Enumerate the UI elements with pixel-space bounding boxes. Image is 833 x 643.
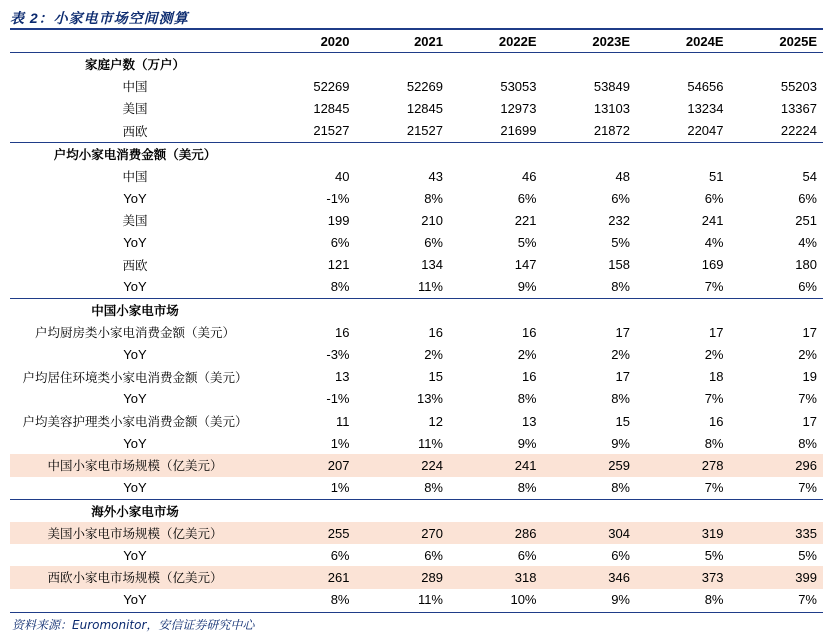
value-cell: 8% [330,279,350,295]
section-header-cell [543,499,637,522]
value-cell: 18 [709,369,724,385]
value-cell: 46 [522,168,537,184]
value-cell: 17 [615,324,630,340]
table-row [10,544,823,566]
value-cell: 6% [798,279,817,295]
value-cell: 6% [424,235,443,251]
value-cell: 9% [517,279,537,295]
value-cell: 319 [636,522,730,544]
column-header: 2024E [685,33,724,49]
value-cell: 180 [795,257,817,273]
table-title: 表 2：小家电市场空间测算 [10,10,189,26]
value-cell: 4% [704,235,724,251]
value-cell: -3% [326,347,350,363]
value-cell: 7% [704,391,724,407]
value-cell: 8% [798,435,817,451]
row-label: YoY [123,435,147,451]
value-cell: 17 [802,324,817,340]
value-cell: 221 [514,212,537,228]
value-cell: 286 [449,522,543,544]
header-corner [10,30,262,53]
value-cell: 16 [335,324,350,340]
value-cell: 1% [330,480,350,496]
value-cell: 22224 [780,123,817,139]
value-cell: 251 [795,212,817,228]
value-cell: 399 [730,566,824,588]
value-cell: 8% [704,435,724,451]
value-cell: 11% [417,435,443,451]
row-label: 西欧 [122,257,148,273]
source-note: 资料来源：Euromonitor，安信证券研究中心 [12,618,255,632]
table-row [10,388,823,410]
section-header-cell [262,499,356,522]
section-heading: 家庭户数（万户） [10,53,262,76]
section-header-cell [262,299,356,322]
value-cell: 52269 [313,78,350,94]
value-cell: 6% [704,190,724,206]
table-row [10,343,823,365]
value-cell: 304 [543,522,637,544]
section-header-row [10,53,823,76]
value-cell: 199 [327,212,350,228]
column-header: 2022E [498,33,537,49]
value-cell: 10% [510,592,537,608]
value-cell: 21699 [500,123,537,139]
value-cell: 12845 [406,100,443,116]
value-cell: 53849 [593,78,630,94]
value-cell: 6% [611,547,630,563]
section-header-cell [356,53,450,76]
value-cell: 19 [802,369,817,385]
value-cell: 9% [611,592,630,608]
value-cell: 8% [517,391,537,407]
section-header-cell [543,142,637,165]
value-cell: 241 [701,212,724,228]
value-cell: 318 [449,566,543,588]
section-header-cell [636,53,730,76]
value-cell: 207 [262,454,356,476]
value-cell: 224 [356,454,450,476]
table-row [10,120,823,143]
row-label: 中国 [122,169,148,185]
value-cell: 259 [543,454,637,476]
value-cell: 9% [611,435,630,451]
row-label: 美国小家电市场规模（亿美元） [10,522,262,544]
value-cell: 169 [701,257,724,273]
value-cell: 7% [704,279,724,295]
value-cell: 13 [522,413,537,429]
value-cell: 48 [615,168,630,184]
value-cell: 289 [356,566,450,588]
value-cell: 8% [330,592,350,608]
value-cell: 6% [330,547,350,563]
value-cell: 17 [615,369,630,385]
value-cell: 12973 [500,100,537,116]
value-cell: 4% [798,235,817,251]
section-header-cell [543,299,637,322]
row-label: 西欧小家电市场规模（亿美元） [10,566,262,588]
value-cell: 2% [798,347,817,363]
market-estimate-table [10,30,823,611]
table-row [10,254,823,276]
row-label: YoY [123,391,147,407]
value-cell: 12845 [313,100,350,116]
section-heading: 中国小家电市场 [10,299,262,322]
value-cell: 8% [611,480,630,496]
table-row [10,454,823,476]
table-row [10,321,823,343]
section-header-cell [636,299,730,322]
table-row [10,187,823,209]
row-label: 户均厨房类小家电消费金额（美元） [34,325,235,341]
value-cell: 232 [608,212,630,228]
row-label: YoY [123,279,147,295]
value-cell: 8% [424,190,443,206]
section-header-cell [543,53,637,76]
value-cell: 11% [417,592,443,608]
value-cell: 6% [424,547,443,563]
value-cell: 7% [798,480,817,496]
value-cell: 51 [709,168,724,184]
value-cell: 8% [517,480,537,496]
value-cell: 12 [428,413,443,429]
section-header-cell [356,142,450,165]
section-header-row [10,499,823,522]
value-cell: 11% [417,279,443,295]
row-label: YoY [123,235,147,251]
section-header-cell [356,499,450,522]
row-label: 美国 [122,101,148,117]
value-cell: 7% [798,391,817,407]
table-row [10,366,823,388]
value-cell: 5% [704,547,724,563]
column-header: 2020 [320,33,350,49]
table-row [10,589,823,611]
value-cell: 53053 [500,78,537,94]
section-header-cell [636,142,730,165]
section-heading: 户均小家电消费金额（美元） [10,142,262,165]
value-cell: 8% [704,592,724,608]
row-label: YoY [123,547,147,563]
bottom-rule [10,612,823,613]
column-header: 2025E [779,33,817,49]
value-cell: 13234 [687,100,724,116]
value-cell: 158 [608,257,630,273]
table-row [10,209,823,231]
value-cell: 255 [262,522,356,544]
row-label: 户均居住环境类小家电消费金额（美元） [22,369,248,385]
section-header-cell [730,142,824,165]
value-cell: 1% [330,435,350,451]
section-header-cell [730,499,824,522]
section-header-cell [730,53,824,76]
value-cell: 373 [636,566,730,588]
value-cell: 22047 [687,123,724,139]
table-row [10,276,823,299]
row-label: YoY [123,347,147,363]
section-heading: 海外小家电市场 [10,499,262,522]
value-cell: 16 [428,324,443,340]
table-row [10,522,823,544]
value-cell: 11 [336,413,350,429]
value-cell: 16 [522,369,537,385]
value-cell: 21872 [593,123,630,139]
value-cell: 54 [802,168,817,184]
value-cell: 134 [421,257,443,273]
table-row [10,410,823,432]
value-cell: 6% [611,190,630,206]
value-cell: 6% [330,235,350,251]
value-cell: 13103 [593,100,630,116]
table-row [10,232,823,254]
value-cell: 346 [543,566,637,588]
column-header: 2023E [592,33,630,49]
header-row [10,30,823,53]
table-row [10,165,823,187]
value-cell: 5% [798,547,817,563]
section-header-cell [636,499,730,522]
value-cell: 121 [327,257,350,273]
section-header-row [10,299,823,322]
value-cell: 2% [424,347,443,363]
value-cell: 43 [428,168,443,184]
value-cell: 270 [356,522,450,544]
value-cell: 55203 [780,78,817,94]
row-label: 中国 [122,79,148,95]
section-header-cell [449,299,543,322]
row-label: 西欧 [122,123,148,139]
value-cell: 5% [611,235,630,251]
column-header: 2021 [414,33,443,49]
value-cell: 9% [517,435,537,451]
row-label: YoY [123,592,147,608]
section-header-cell [449,499,543,522]
row-label: 中国小家电市场规模（亿美元） [10,454,262,476]
section-header-cell [730,299,824,322]
value-cell: 13367 [780,100,817,116]
value-cell: 7% [798,592,817,608]
value-cell: -1% [326,190,350,206]
value-cell: 6% [517,190,537,206]
value-cell: 147 [514,257,537,273]
table-row [10,566,823,588]
value-cell: 296 [730,454,824,476]
value-cell: 210 [421,212,443,228]
value-cell: 40 [335,168,350,184]
section-header-row [10,142,823,165]
value-cell: 2% [611,347,630,363]
value-cell: 54656 [687,78,724,94]
value-cell: -1% [326,391,350,407]
value-cell: 2% [704,347,724,363]
value-cell: 13% [416,391,443,407]
value-cell: 15 [615,413,630,429]
value-cell: 21527 [313,123,350,139]
table-row [10,477,823,500]
value-cell: 2% [517,347,537,363]
value-cell: 8% [424,480,443,496]
row-label: YoY [123,480,147,496]
table-row [10,75,823,97]
row-label: 美国 [122,213,148,229]
section-header-cell [262,53,356,76]
table-row [10,97,823,119]
value-cell: 15 [428,369,443,385]
value-cell: 7% [704,480,724,496]
value-cell: 13 [335,369,350,385]
value-cell: 17 [709,324,724,340]
section-header-cell [262,142,356,165]
value-cell: 278 [636,454,730,476]
section-header-cell [449,142,543,165]
value-cell: 6% [798,190,817,206]
value-cell: 16 [709,413,724,429]
value-cell: 261 [262,566,356,588]
value-cell: 21527 [406,123,443,139]
row-label: 户均美容护理类小家电消费金额（美元） [22,414,248,430]
section-header-cell [356,299,450,322]
value-cell: 8% [611,391,630,407]
value-cell: 241 [449,454,543,476]
value-cell: 52269 [406,78,443,94]
table-row [10,432,823,454]
value-cell: 8% [611,279,630,295]
value-cell: 16 [522,324,537,340]
row-label: YoY [123,190,147,206]
section-header-cell [449,53,543,76]
value-cell: 335 [730,522,824,544]
value-cell: 6% [517,547,537,563]
value-cell: 17 [802,413,817,429]
value-cell: 5% [517,235,537,251]
